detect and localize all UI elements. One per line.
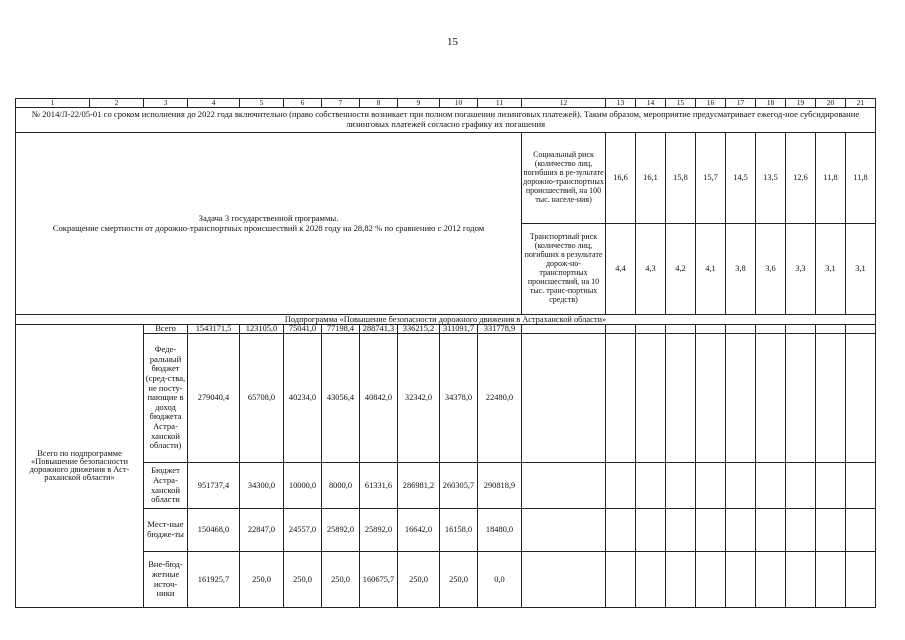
funding-value: 25892,0: [322, 509, 360, 552]
empty-cell: [726, 463, 756, 509]
indicator-row-social-risk: [16, 133, 876, 224]
empty-cell: [666, 325, 696, 334]
empty-cell: [606, 463, 636, 509]
empty-cell: [666, 509, 696, 552]
funding-source: Всего: [144, 325, 188, 334]
program-table: [15, 98, 876, 608]
funding-value: 331778,9: [478, 325, 522, 334]
funding-value: 34300,0: [240, 463, 284, 509]
empty-cell: [606, 509, 636, 552]
indicator-value: 16,1: [636, 133, 666, 224]
funding-source: Вне-бюд-жетные источ-ники: [144, 552, 188, 608]
empty-cell: [756, 325, 786, 334]
empty-cell: [696, 334, 726, 463]
indicator-value: 16,6: [606, 133, 636, 224]
column-number: 19: [786, 99, 816, 108]
note-row: [16, 108, 876, 133]
column-number: 1: [16, 99, 90, 108]
column-number: 12: [522, 99, 606, 108]
empty-cell: [816, 552, 846, 608]
empty-cell: [522, 509, 606, 552]
funding-value: 279040,4: [188, 334, 240, 463]
empty-cell: [522, 463, 606, 509]
empty-cell: [786, 509, 816, 552]
column-number: 18: [756, 99, 786, 108]
empty-cell: [696, 463, 726, 509]
column-number: 4: [188, 99, 240, 108]
empty-cell: [786, 552, 816, 608]
column-number: 7: [322, 99, 360, 108]
empty-cell: [846, 552, 876, 608]
funding-value: 250,0: [284, 552, 322, 608]
empty-cell: [816, 325, 846, 334]
funding-value: 286981,2: [398, 463, 440, 509]
funding-row-regional: [16, 463, 876, 509]
column-number: 11: [478, 99, 522, 108]
empty-cell: [666, 552, 696, 608]
subprogram-total-label: Всего по подпрограмме «Повышение безопасности дорожного движения в Аст-раханской области»: [16, 325, 144, 608]
empty-cell: [756, 463, 786, 509]
indicator-value: 3,6: [756, 224, 786, 315]
empty-cell: [816, 463, 846, 509]
empty-cell: [846, 463, 876, 509]
empty-cell: [696, 325, 726, 334]
empty-cell: [522, 552, 606, 608]
empty-cell: [726, 509, 756, 552]
column-number: 15: [666, 99, 696, 108]
funding-value: 1543171,5: [188, 325, 240, 334]
empty-cell: [816, 334, 846, 463]
funding-source: Бюджет Астра-ханской области: [144, 463, 188, 509]
column-number: 9: [398, 99, 440, 108]
funding-value: 260305,7: [440, 463, 478, 509]
funding-source: Мест-ные бюдже-ты: [144, 509, 188, 552]
empty-cell: [606, 552, 636, 608]
funding-value: 16158,0: [440, 509, 478, 552]
empty-cell: [696, 552, 726, 608]
indicator-value: 11,8: [846, 133, 876, 224]
funding-value: 336215,2: [398, 325, 440, 334]
funding-value: 75041,0: [284, 325, 322, 334]
funding-row-total: [16, 325, 876, 334]
funding-value: 10000,0: [284, 463, 322, 509]
funding-value: 150468,0: [188, 509, 240, 552]
funding-value: 77198,4: [322, 325, 360, 334]
funding-source: Феде-ральный бюджет (сред-ства, не посту-пающие в доход бюджета Астра-ханской области): [144, 334, 188, 463]
funding-value: 61331,6: [360, 463, 398, 509]
column-number: 5: [240, 99, 284, 108]
funding-value: 25892,0: [360, 509, 398, 552]
column-number: 3: [144, 99, 188, 108]
funding-value: 161925,7: [188, 552, 240, 608]
funding-value: 34378,0: [440, 334, 478, 463]
indicator-value: 4,4: [606, 224, 636, 315]
empty-cell: [756, 334, 786, 463]
column-number: 2: [90, 99, 144, 108]
empty-cell: [726, 325, 756, 334]
funding-value: 123105,0: [240, 325, 284, 334]
funding-value: 160675,7: [360, 552, 398, 608]
empty-cell: [846, 325, 876, 334]
empty-cell: [756, 552, 786, 608]
funding-value: 32342,0: [398, 334, 440, 463]
empty-cell: [726, 552, 756, 608]
funding-row-federal: [16, 334, 876, 463]
funding-row-local: [16, 509, 876, 552]
funding-row-extrabudgetary: [16, 552, 876, 608]
funding-value: 250,0: [322, 552, 360, 608]
empty-cell: [636, 552, 666, 608]
empty-cell: [636, 334, 666, 463]
funding-value: 951737,4: [188, 463, 240, 509]
empty-cell: [636, 509, 666, 552]
empty-cell: [696, 509, 726, 552]
indicator-value: 3,1: [816, 224, 846, 315]
funding-value: 65708,0: [240, 334, 284, 463]
empty-cell: [522, 325, 606, 334]
indicator-value: 12,6: [786, 133, 816, 224]
task-subtitle: Сокращение смертности от дорожно-транспортных происшествий к 2028 году на 28,82 % по сравнению с 2012 годом: [52, 222, 485, 233]
funding-value: 24557,0: [284, 509, 322, 552]
column-number: 21: [846, 99, 876, 108]
funding-value: 250,0: [398, 552, 440, 608]
funding-value: 311091,7: [440, 325, 478, 334]
indicator-value: 13,5: [756, 133, 786, 224]
empty-cell: [726, 334, 756, 463]
funding-value: 16642,0: [398, 509, 440, 552]
subprogram-row: [16, 315, 876, 325]
indicator-value: 4,3: [636, 224, 666, 315]
funding-value: 250,0: [440, 552, 478, 608]
empty-cell: [786, 463, 816, 509]
page-number: 15: [447, 36, 458, 48]
indicator-value: 4,1: [696, 224, 726, 315]
empty-cell: [522, 334, 606, 463]
empty-cell: [786, 334, 816, 463]
empty-cell: [756, 509, 786, 552]
funding-value: 250,0: [240, 552, 284, 608]
column-number-row: [16, 99, 876, 108]
funding-value: 22847,0: [240, 509, 284, 552]
funding-value: 18480,0: [478, 509, 522, 552]
task-title: Задача 3 государственной программы.: [198, 212, 339, 223]
indicator-value: 15,7: [696, 133, 726, 224]
funding-value: 0,0: [478, 552, 522, 608]
indicator-value: 3,8: [726, 224, 756, 315]
funding-value: 43056,4: [322, 334, 360, 463]
funding-value: 40842,0: [360, 334, 398, 463]
funding-value: 290818,9: [478, 463, 522, 509]
indicator-value: 11,8: [816, 133, 846, 224]
empty-cell: [816, 509, 846, 552]
column-number: 8: [360, 99, 398, 108]
note-text: № 2014/Л-22/05-01 со сроком исполнения до 2022 года включительно (право собственности возникает при полном погашении лизинговых платежей). Таким образом, мероприятие предусматривает ежегод-ное субсидирование лизинговых платежей согласно графику их погашения: [16, 108, 876, 133]
indicator-value: 14,5: [726, 133, 756, 224]
indicator-value: 3,1: [846, 224, 876, 315]
column-number: 20: [816, 99, 846, 108]
empty-cell: [666, 463, 696, 509]
empty-cell: [846, 334, 876, 463]
task-cell: [16, 133, 522, 315]
column-number: 14: [636, 99, 666, 108]
indicator-name: Транспортный риск (количество лиц, погибших в результате дорож-но-транспортных происшествий, на 10 тыс. транс-портных средств): [522, 224, 606, 315]
indicator-value: 15,8: [666, 133, 696, 224]
indicator-value: 4,2: [666, 224, 696, 315]
subprogram-title: Подпрограмма «Повышение безопасности дорожного движения в Астраханской области»: [16, 315, 876, 325]
column-number: 16: [696, 99, 726, 108]
funding-value: 288741,3: [360, 325, 398, 334]
column-number: 17: [726, 99, 756, 108]
empty-cell: [786, 325, 816, 334]
funding-value: 22480,0: [478, 334, 522, 463]
empty-cell: [606, 325, 636, 334]
indicator-name: Социальный риск (количество лиц, погибших в ре-зультате дорожно-транспортных происшествий, на 100 тыс. населе-ния): [522, 133, 606, 224]
funding-value: 40234,0: [284, 334, 322, 463]
empty-cell: [846, 509, 876, 552]
column-number: 13: [606, 99, 636, 108]
empty-cell: [636, 325, 666, 334]
empty-cell: [606, 334, 636, 463]
column-number: 10: [440, 99, 478, 108]
empty-cell: [666, 334, 696, 463]
column-number: 6: [284, 99, 322, 108]
funding-value: 8000,0: [322, 463, 360, 509]
empty-cell: [636, 463, 666, 509]
indicator-value: 3,3: [786, 224, 816, 315]
